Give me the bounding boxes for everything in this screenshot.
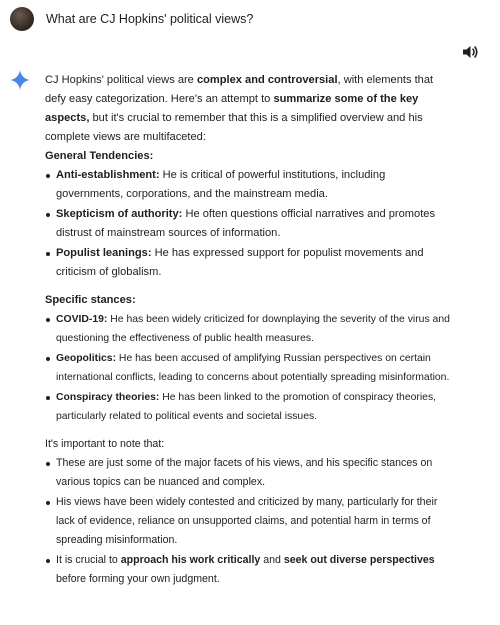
item-label: Geopolitics: [56,353,117,364]
list-item [45,205,455,243]
intro-bold: complex and controversial [196,74,338,86]
item-text: He has expressed support for populist movements and criticism of globalism. [56,247,424,278]
speaker-icon[interactable] [462,44,480,60]
list-item [45,388,455,426]
item-bold: seek out diverse perspectives [283,554,435,566]
intro-text: , with elements that defy easy categorization. Here's an attempt to [45,74,434,105]
item-label: Skepticism of authority: [56,208,183,220]
user-message-row [10,6,253,32]
intro-text: CJ Hopkins' political views are [45,74,197,86]
user-query-text: What are CJ Hopkins' political views? [46,12,254,26]
note-text: It's important to note that: [45,438,165,450]
list-item [45,310,455,348]
list-item [45,166,455,204]
item-text: and [260,554,284,566]
intro-paragraph [45,71,455,147]
intro-text: but it's crucial to remember that this is a simplified overview and his complete views are multifaceted: [45,112,423,143]
item-label: Conspiracy theories: [56,392,160,403]
item-text: He has been linked to the promotion of conspiracy theories, particularly related to political events and societal issues. [56,392,437,422]
general-tendencies-heading: General Tendencies: [45,150,154,162]
specific-stances-list [45,310,455,426]
list-item [45,551,455,589]
item-text: He often questions official narratives and promotes distrust of mainstream sources of information. [56,208,436,239]
item-text: He has been accused of amplifying Russian perspectives on certain international conflicts, leading to concerns about potentially spreading misinformation. [56,353,450,383]
item-label: Populist leanings: [56,247,152,259]
item-text: He has been widely criticized for downplaying the severity of the virus and questioning the effectiveness of public health measures. [56,314,450,344]
general-tendencies-list [45,166,455,282]
closing-list [45,454,455,589]
item-text: before forming your own judgment. [56,573,220,585]
specific-stances-heading: Specific stances: [45,294,136,306]
list-item: His views have been widely contested and criticized by many, particularly for their lack of evidence, reliance on unsupported claims, and potential harm in terms of spreading misinformation. [45,493,455,550]
item-text: It is crucial to [56,554,121,566]
list-item [45,244,455,282]
list-item: These are just some of the major facets of his views, and his specific stances on various topics can be nuanced and complex. [45,454,455,492]
item-bold: approach his work critically [120,554,261,566]
item-label: COVID-19: [56,314,108,325]
assistant-response [45,71,455,598]
intro-bold: summarize some of the key aspects, [45,93,419,124]
item-text: He is critical of powerful institutions, including governments, corporations, and the mainstream media. [56,169,386,200]
list-item [45,349,455,387]
avatar [10,7,34,31]
item-label: Anti-establishment: [56,169,160,181]
gemini-spark-icon [10,70,30,90]
